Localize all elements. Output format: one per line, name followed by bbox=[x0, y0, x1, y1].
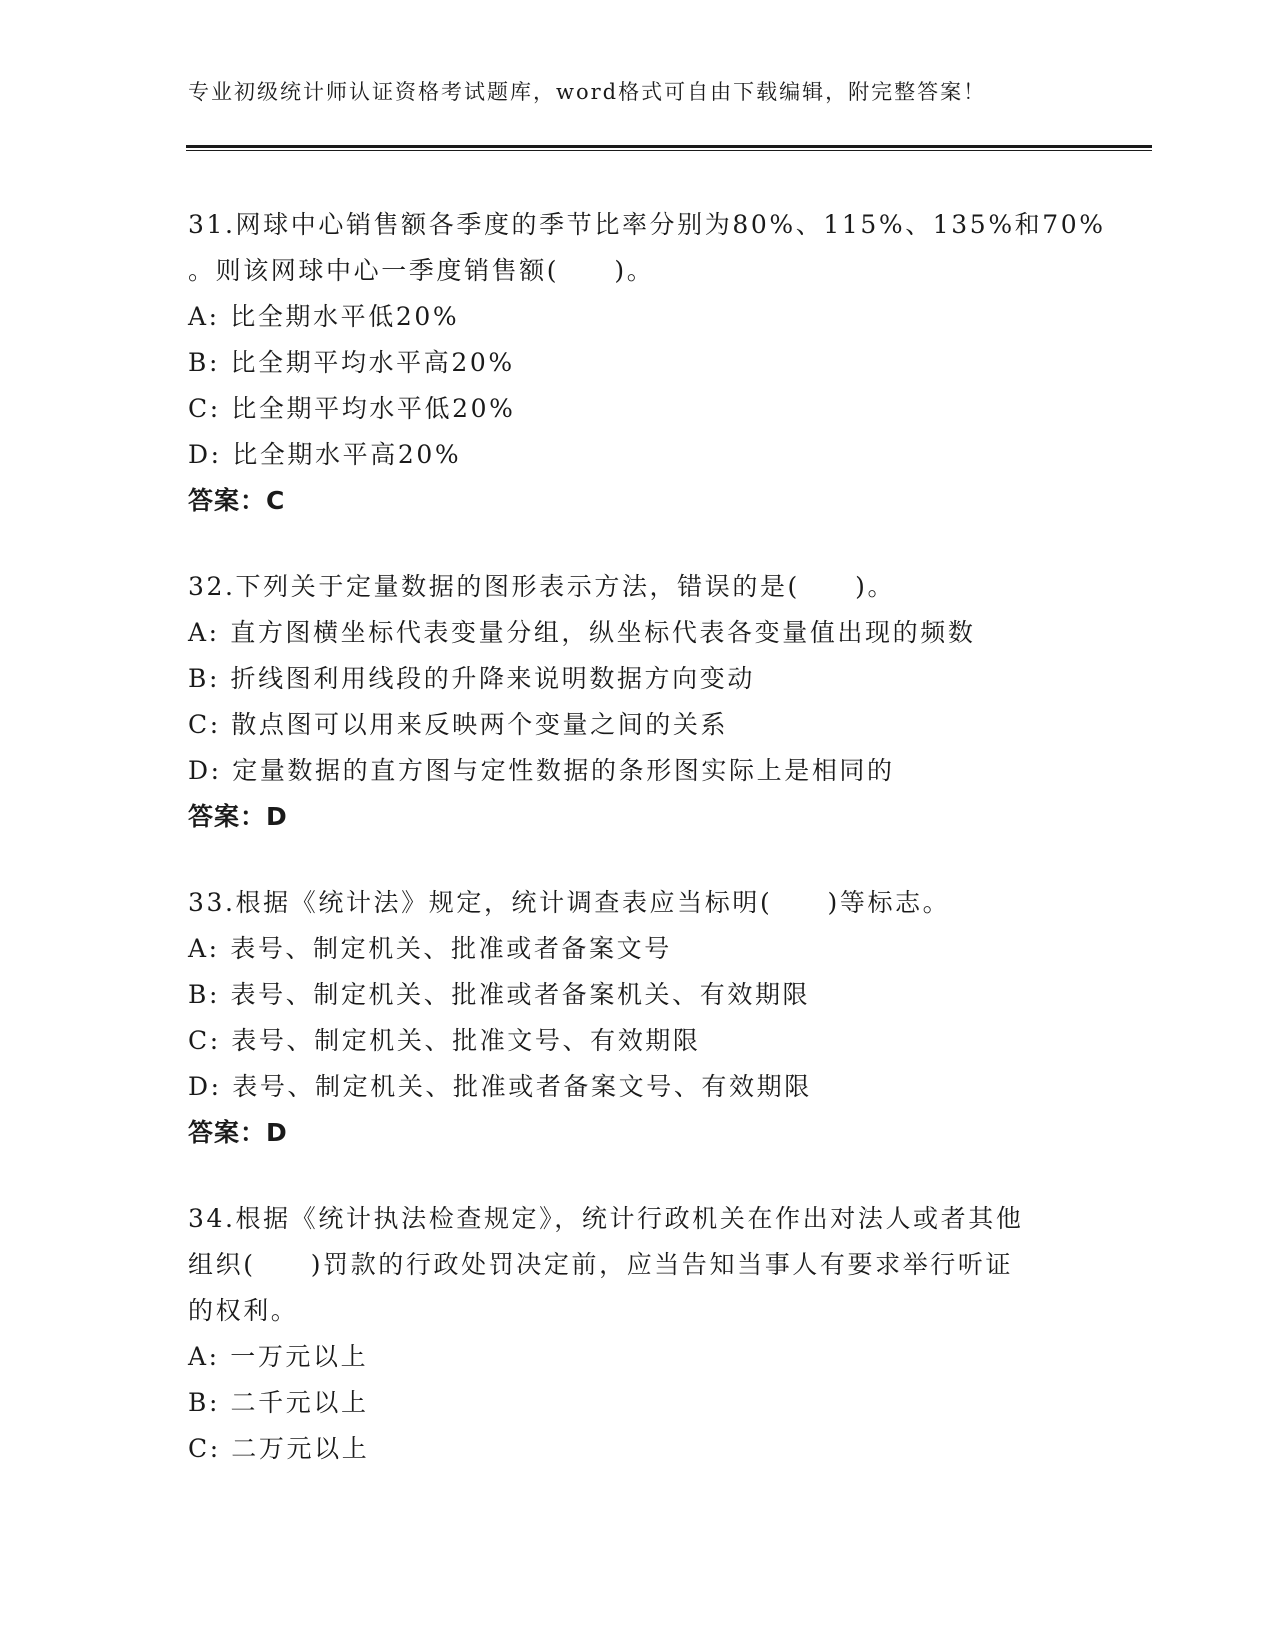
option-b: B: 表号、制定机关、批准或者备案机关、有效期限 bbox=[188, 980, 811, 1009]
option-d: D: 定量数据的直方图与定性数据的条形图实际上是相同的 bbox=[188, 756, 895, 785]
option-d: D: 比全期水平高20% bbox=[188, 440, 462, 469]
option-a: A: 表号、制定机关、批准或者备案文号 bbox=[188, 934, 672, 963]
question-stem: 33.根据《统计法》规定，统计调查表应当标明( )等标志。 bbox=[188, 888, 951, 917]
option-d: D: 表号、制定机关、批准或者备案文号、有效期限 bbox=[188, 1072, 812, 1101]
question-32 bbox=[188, 564, 1088, 840]
answer: 答案：C bbox=[188, 486, 286, 515]
option-a: A: 比全期水平低20% bbox=[188, 302, 460, 331]
answer: 答案：D bbox=[188, 1118, 288, 1147]
option-a: A: 直方图横坐标代表变量分组，纵坐标代表各变量值出现的频数 bbox=[188, 618, 976, 647]
option-b: B: 二千元以上 bbox=[188, 1388, 369, 1417]
answer: 答案：D bbox=[188, 802, 288, 831]
header-divider bbox=[186, 145, 1152, 151]
question-34 bbox=[188, 1196, 1088, 1472]
option-c: C: 二万元以上 bbox=[188, 1434, 370, 1463]
page-header: 专业初级统计师认证资格考试题库，word格式可自由下载编辑，附完整答案！ bbox=[188, 80, 987, 104]
option-b: B: 折线图利用线段的升降来说明数据方向变动 bbox=[188, 664, 755, 693]
question-list bbox=[188, 202, 1106, 1512]
question-33 bbox=[188, 880, 1088, 1156]
question-stem: 组织( )罚款的行政处罚决定前，应当告知当事人有要求举行听证 bbox=[188, 1250, 1014, 1279]
option-b: B: 比全期平均水平高20% bbox=[188, 348, 515, 377]
question-31 bbox=[188, 202, 1106, 524]
question-stem: 34.根据《统计执法检查规定》，统计行政机关在作出对法人或者其他 bbox=[188, 1204, 1024, 1233]
option-a: A: 一万元以上 bbox=[188, 1342, 369, 1371]
option-c: C: 比全期平均水平低20% bbox=[188, 394, 516, 423]
option-c: C: 表号、制定机关、批准文号、有效期限 bbox=[188, 1026, 701, 1055]
question-stem: 31.网球中心销售额各季度的季节比率分别为80%、115%、135%和70% bbox=[188, 210, 1106, 239]
question-stem: 32.下列关于定量数据的图形表示方法，错误的是( )。 bbox=[188, 572, 896, 601]
option-c: C: 散点图可以用来反映两个变量之间的关系 bbox=[188, 710, 729, 739]
question-stem: 的权利。 bbox=[188, 1296, 299, 1325]
question-stem: 。则该网球中心一季度销售额( )。 bbox=[188, 256, 655, 285]
